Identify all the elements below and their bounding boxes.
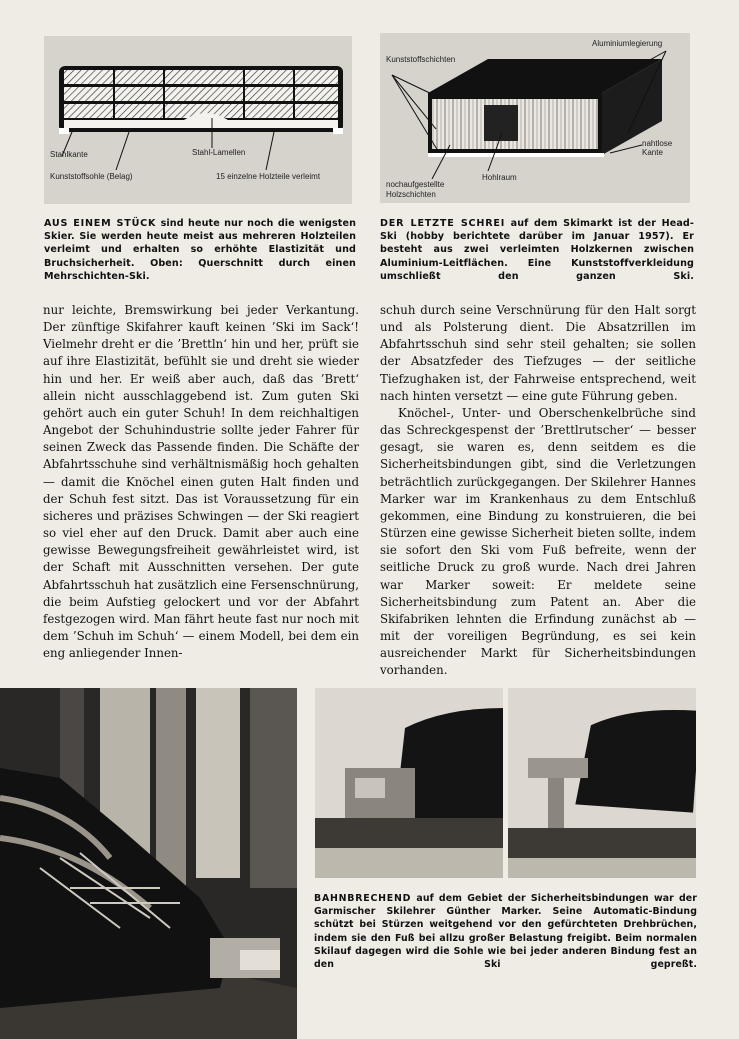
ski-boot-illustration [0,688,297,1039]
body-paragraph: schuh durch seine Verschnürung für den Halt sorgt und als Polsterung dient. Die Absatzrillen im Abfahrtsschuh sind sehr steil gehalten; sie sollen der Absatzfeder des Tiefzuges — der seitliche Tiefzughaken ist, der Fahrweise entsprechend, weit nach hinten versetzt — eine gute Führung geben. [380,303,696,403]
label-foamed-wood: nochaufgestellte Holzschichten [386,180,445,199]
label-aluminium: Aluminiumlegierung [592,39,663,48]
label-steel-lamellae: Stahl-Lamellen [192,148,246,157]
caption-binding [314,892,697,971]
binding-released-illustration [508,688,696,878]
body-column-1 [43,302,359,662]
caption-text: auf dem Skimarkt ist der Head-Ski (hobby berichtete darüber im Januar 1957). Er besteht aus zwei verleimten Holzkernen zwischen Aluminium-Leitflächen. Eine Kunststoffverkleidung umschließt den ganzen Ski. [380,218,694,282]
caption-lead: DER LETZTE SCHREI [380,218,506,229]
caption-cross-section [44,217,356,283]
head-ski-figure [380,33,690,203]
label-seamless-edge: nahtlose Kante [642,139,673,157]
binding-photo-released [508,688,696,878]
label-steel-edge: Stahlkante [50,150,88,159]
body-paragraph: nur leichte, Bremswirkung bei jeder Verkantung. Der zünftige Skifahrer kauft keinen ’Ski im Sack‘! Vielmehr dreht er die ’Brettln‘ hin und her, prüft sie auf ihre Elastizität, befühlt sie und dreht sie wieder hin und her. Er weiß aber auch, daß das ’Brett‘ allein nicht ausschlaggebend ist. Zum guten Ski gehört auch ein guter Schuh! In dem reichhaltigen Angebot der Schuhindustrie sollte jeder Fahrer für seinen Zweck das Passende finden. Die Schäfte der Abfahrtsschuhe sind verhältnismäßig hoch gehalten — damit die Knöchel einen guten Halt finden und der Schuh fest sitzt. Das ist Voraussetzung für ein sicheres und präzises Schwingen — der Ski reagiert so viel eher auf den Druck. Damit aber auch eine gewisse Bewegungsfreiheit gewährleistet wird, ist der Schaft mit Ausschnitten versehen. Der gute Abfahrtsschuh hat zusätzlich eine Fersenschnürung, die beim Aufstieg gelockert und vor der Abfahrt festgezogen wird. Man fährt heute fast nur noch mit dem ’Schuh im Schuh‘ — einem Modell, bei dem ein eng anliegender Innen- [43,303,359,661]
label-plastic-sole: Kunststoffsohle (Belag) [50,172,133,181]
body-column-2 [380,302,696,679]
caption-text: auf dem Gebiet der Sicherheitsbindungen war der Garmischer Skilehrer Günther Marker. Seine Automatic-Bindung schützt bei Stürzen weitgehend vor den gefürchteten Drehbrüchen, indem sie den Fuß bei allzu großer Belastung freigibt. Beim normalen Skilauf dagegen wird die Sohle wie bei jeder anderen Bindung fest an den Ski gepreßt. [314,893,697,971]
caption-lead: AUS EINEM STÜCK [44,218,157,229]
body-paragraph: Knöchel-, Unter- und Oberschenkelbrüche sind das Schreckgespenst der ’Brettlrutscher‘ — besser gesagt, sie waren es, denn seitdem es die Sicherheitsbindungen gibt, sind die Verletzungen beträchtlich zurückgegangen. Der Skilehrer Hannes Marker war im Krankenhaus zu dem Entschluß gekommen, eine Bindung zu konstruieren, die bei Stürzen eine gewisse Sicherheit bieten sollte, indem sie sofort den Ski vom Fuß befreite, wenn der seitliche Druck zu groß wurde. Nach drei Jahren war Marker soweit: Er meldete seine Sicherheitsbindung zum Patent an. Aber die Skifabriken lehnten die Erfindung zunächst ab — mit der voreiligen Begründung, es sei kein ausreichender Markt für Sicherheitsbindungen vorhanden. [380,405,696,678]
binding-closed-illustration [315,688,503,878]
label-wood-parts: 15 einzelne Holzteile verleimt [216,172,321,181]
label-plastic-layers: Kunststoffschichten [386,55,456,64]
caption-text: sind heute nur noch die wenigsten Skier. Sie werden heute meist aus mehreren Holzteilen verleimt und erhalten so erhöhte Elastizität und Bruchsicherheit. Oben: Querschnitt durch einen Mehrschichten-Ski. [44,218,356,282]
caption-head-ski [380,217,694,283]
caption-lead: BAHNBRECHEND [314,893,412,904]
label-cavity: Hohlraum [482,173,517,182]
ski-cross-section-figure [44,36,352,204]
binding-photo-closed [315,688,503,878]
ski-boot-photo [0,688,297,1039]
